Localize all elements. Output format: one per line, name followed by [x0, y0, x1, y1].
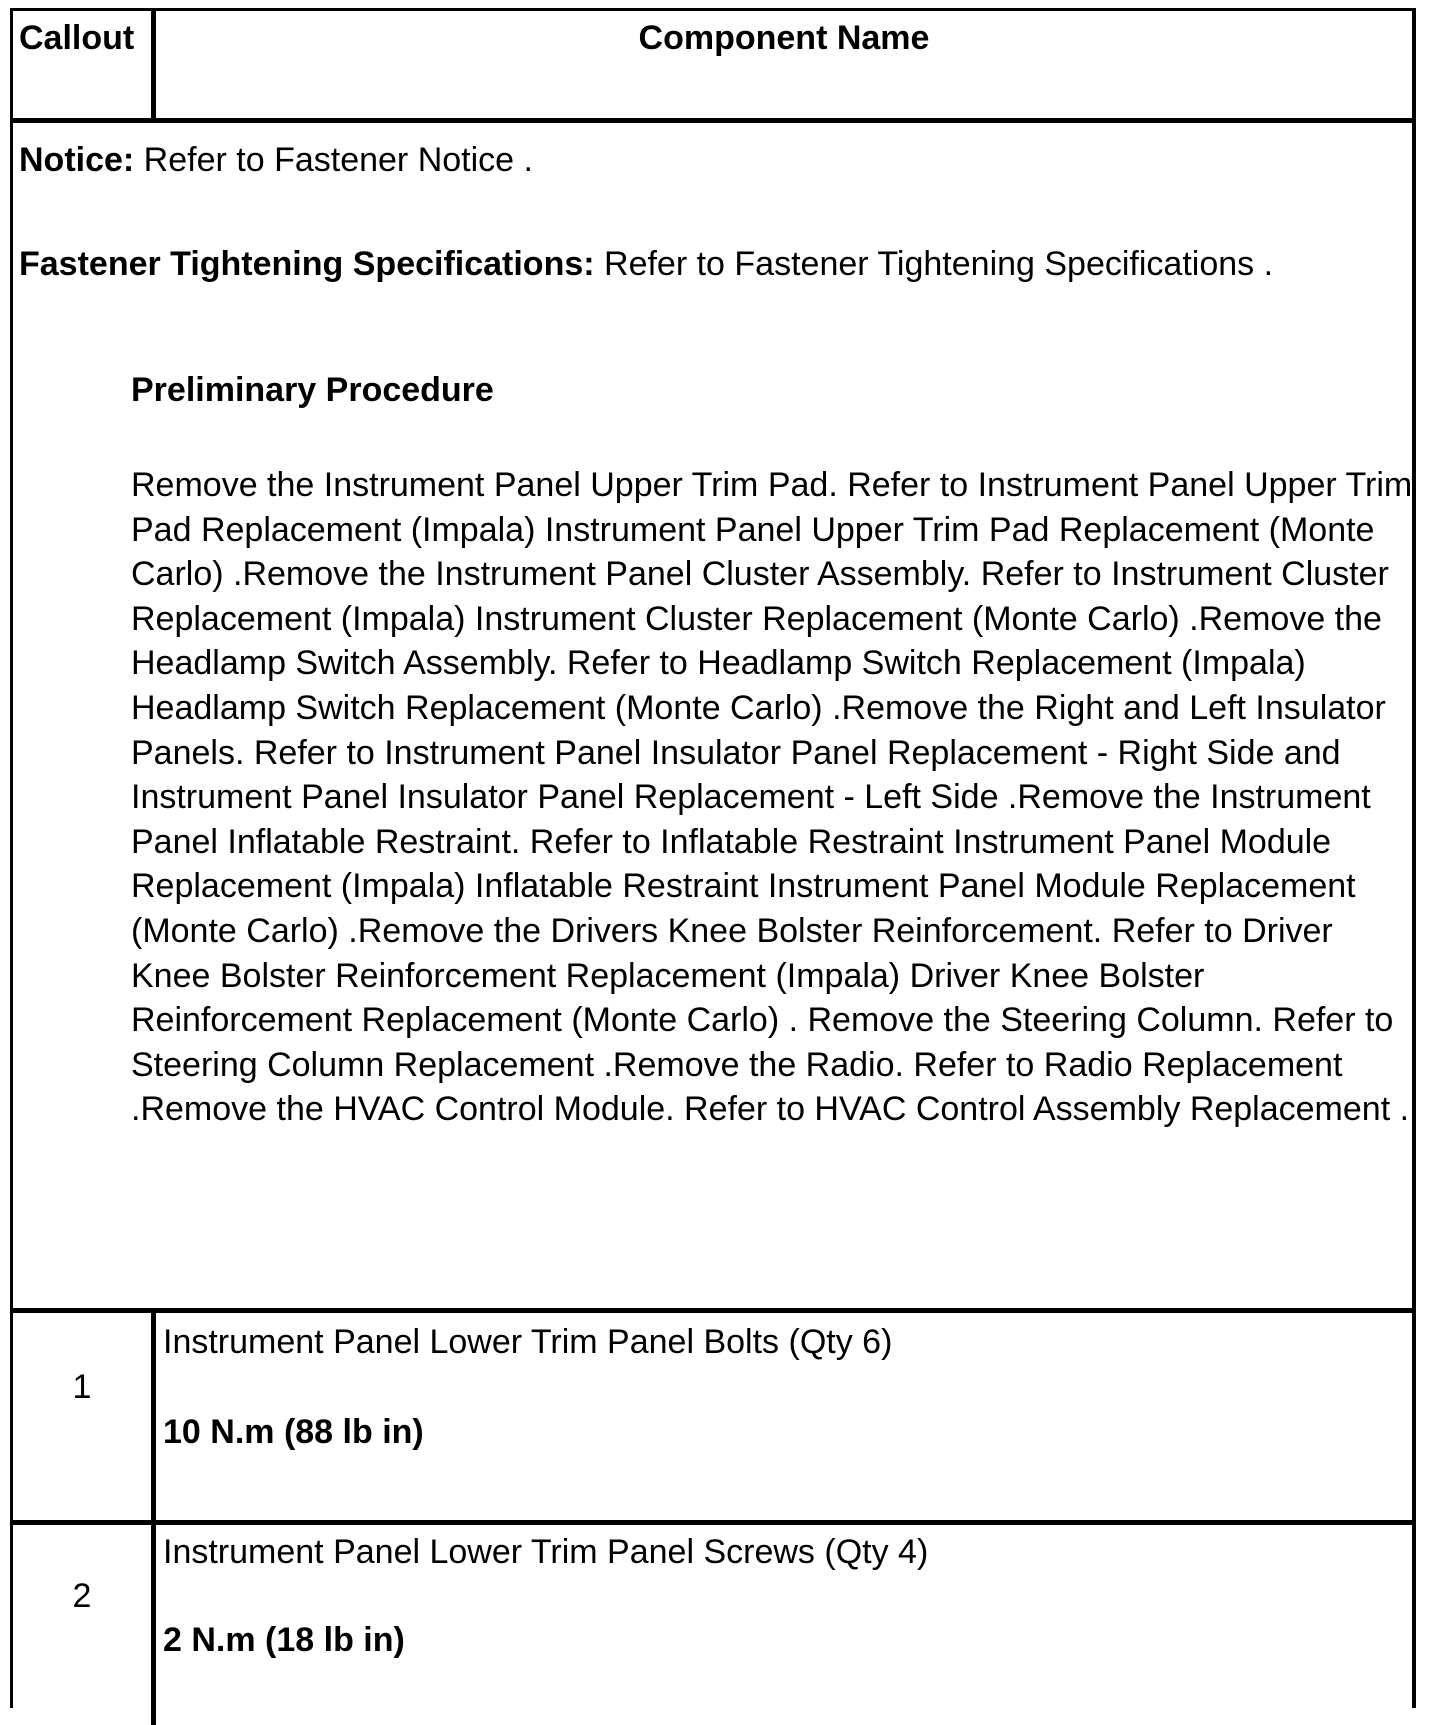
fastener-specs-line	[19, 237, 1411, 291]
preliminary-procedure-text: Remove the Instrument Panel Upper Trim Pad. Refer to Instrument Panel Upper Trim Pad Replacement (Impala) Instrument Panel Upper Trim Pad Replacement (Monte Carlo) .Remove the Instrument Panel Cluster Assembly. Refer to Instrument Cluster Replacement (Impala) Instrument Cluster Replacement (Monte Carlo) .Remove the Headlamp Switch Assembly. Refer to Headlamp Switch Replacement (Impala) Headlamp Switch Replacement (Monte Carlo) .Remove the Right and Left Insulator Panels. Refer to Instrument Panel Insulator Panel Replacement - Right Side and Instrument Panel Insulator Panel Replacement - Left Side .Remove the Instrument Panel Inflatable Restraint. Refer to Inflatable Restraint Instrument Panel Module Replacement (Impala) Inflatable Restraint Instrument Panel Module Replacement (Monte Carlo) .Remove the Drivers Knee Bolster Reinforcement. Refer to Driver Knee Bolster Reinforcement Replacement (Impala) Driver Knee Bolster Reinforcement Replacement (Monte Carlo) . Remove the Steering Column. Refer to Steering Column Replacement .Remove the Radio. Refer to Radio Replacement .Remove the HVAC Control Module. Refer to HVAC Control Assembly Replacement .	[131, 466, 1413, 1129]
preliminary-procedure-heading: Preliminary Procedure	[131, 371, 494, 409]
notice-text: Refer to Fastener Notice .	[134, 141, 533, 179]
notice-block	[13, 123, 1412, 1313]
component-name: Instrument Panel Lower Trim Panel Screws (Qty 4)	[163, 1533, 929, 1571]
table-row	[13, 1525, 1412, 1725]
component-name: Instrument Panel Lower Trim Panel Bolts (Qty 6)	[163, 1323, 893, 1361]
column-divider	[151, 1313, 156, 1525]
torque-spec: 2 N.m (18 lb in)	[163, 1621, 405, 1659]
fastener-specs-text: Refer to Fastener Tightening Specifications .	[594, 245, 1274, 283]
callout-number: 1	[72, 1368, 92, 1406]
callout-column-header: Callout	[19, 19, 135, 57]
component-name-column-header: Component Name	[638, 19, 930, 57]
notice-label: Notice:	[19, 141, 135, 179]
column-divider	[151, 1525, 156, 1725]
notice-line	[19, 141, 533, 180]
fastener-specs-label: Fastener Tightening Specifications:	[19, 245, 595, 283]
component-table	[10, 8, 1416, 1708]
table-row	[13, 1313, 1412, 1525]
callout-number: 2	[72, 1577, 92, 1615]
table-header-row	[13, 11, 1412, 123]
torque-spec: 10 N.m (88 lb in)	[163, 1413, 424, 1451]
